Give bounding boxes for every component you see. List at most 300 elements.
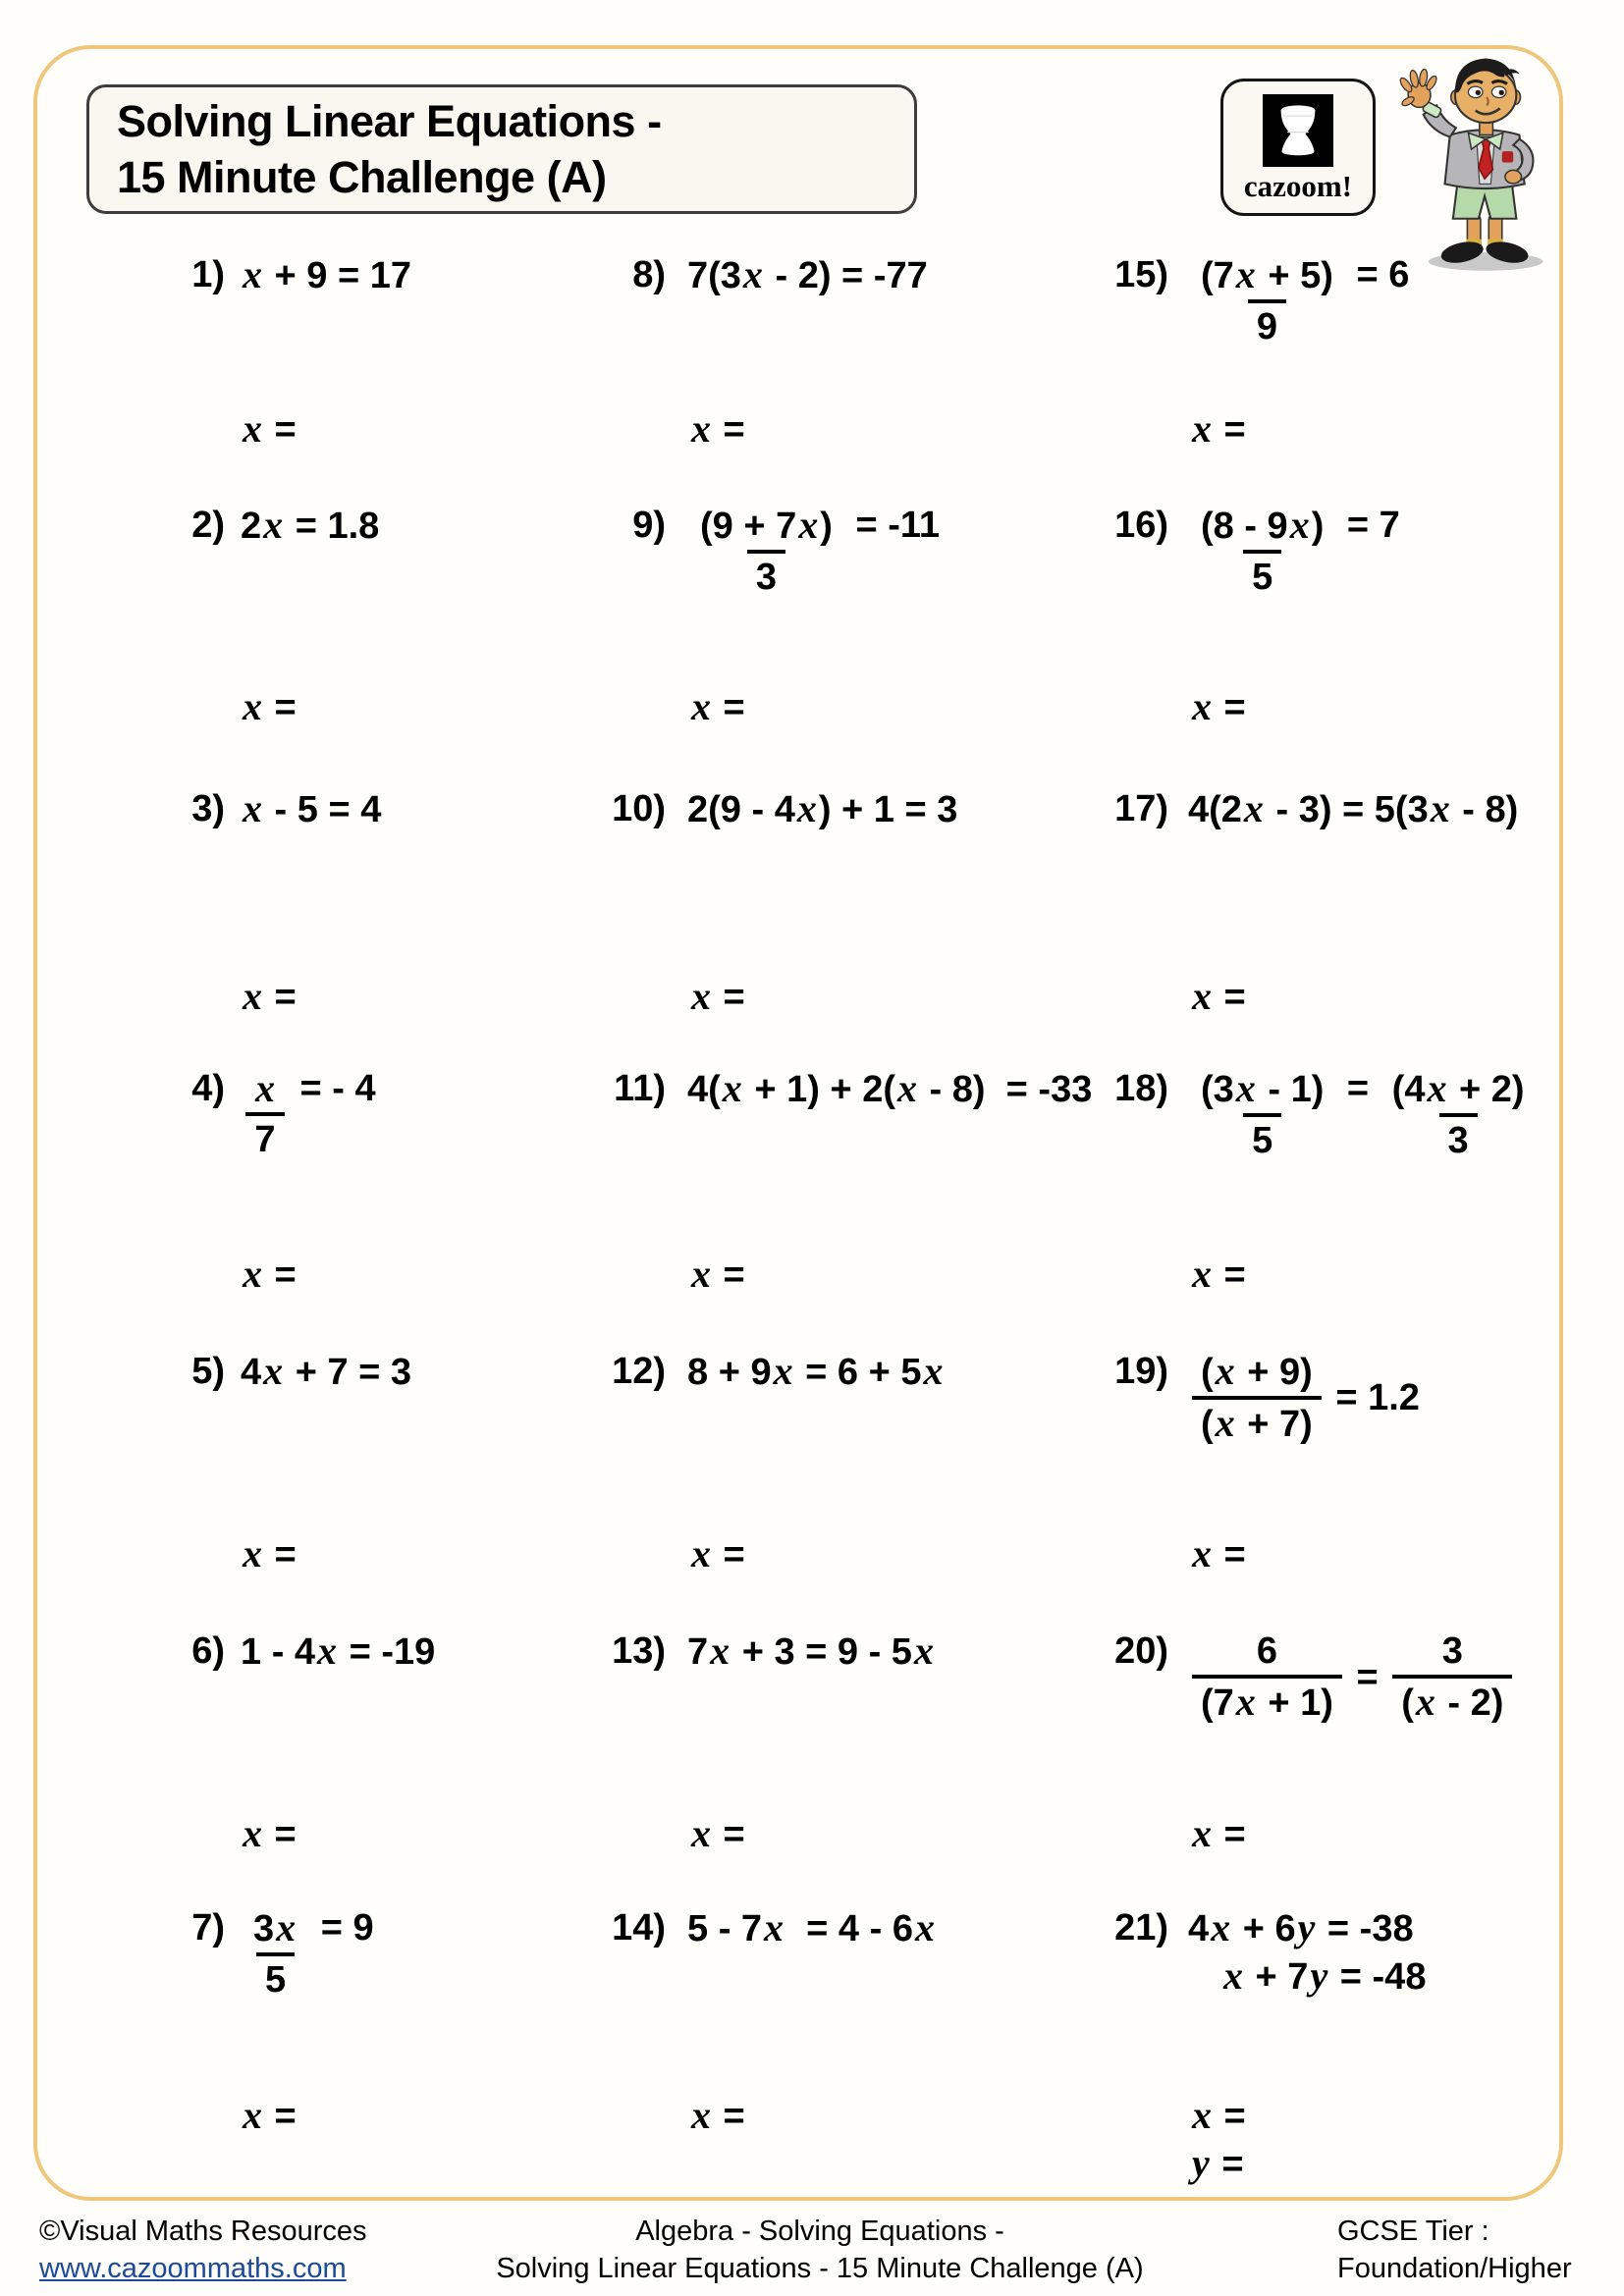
fraction-denominator <box>747 550 785 601</box>
answer-line <box>689 1530 745 1578</box>
fraction <box>691 502 841 601</box>
math-text: 4 <box>1188 1908 1210 1949</box>
fraction-numerator <box>1383 1065 1534 1113</box>
problem-number: 3) <box>191 788 225 829</box>
equation-line <box>687 1065 1092 1113</box>
math-text: = <box>1211 2144 1244 2185</box>
math-variable: x <box>773 1349 793 1393</box>
equation-line <box>241 785 381 833</box>
math-variable: x <box>923 1349 944 1393</box>
answer-blank-14 <box>689 2092 745 2140</box>
equation-line <box>1221 1952 1426 2001</box>
fraction <box>244 1065 286 1163</box>
problem-number: 17) <box>1114 788 1168 829</box>
math-variable: x <box>1192 974 1212 1018</box>
math-variable: x <box>243 974 262 1018</box>
equation <box>241 1065 376 1163</box>
math-variable: x <box>263 1349 284 1393</box>
fraction-denominator <box>1192 1396 1322 1448</box>
problem-9 <box>611 502 940 601</box>
math-text: 3 <box>1447 1120 1469 1161</box>
math-text: ) <box>820 506 833 547</box>
math-text: ( <box>1201 1404 1214 1445</box>
problem-number: 6) <box>191 1630 225 1672</box>
footer-tier-label: GCSE Tier : <box>1337 2216 1489 2247</box>
answer-blank-12 <box>689 1530 745 1578</box>
math-variable: x <box>243 2093 262 2137</box>
math-text: = 4 - 6 <box>785 1908 913 1949</box>
math-text: = <box>713 2096 745 2137</box>
math-text: = -19 <box>339 1631 436 1673</box>
problem-number: 13) <box>612 1630 666 1672</box>
math-variable: x <box>742 252 763 296</box>
math-variable: x <box>1211 1905 1231 1949</box>
problem-1 <box>189 251 411 299</box>
answer-line <box>1190 973 1246 1021</box>
math-text: = 6 <box>1345 254 1410 295</box>
math-variable: x <box>1430 786 1450 830</box>
math-variable: x <box>1192 406 1212 451</box>
problem-21 <box>1110 1904 1426 2001</box>
math-text: 7(3 <box>687 255 741 296</box>
fraction <box>1392 1628 1512 1727</box>
problem-17 <box>1110 785 1518 833</box>
math-text: + 9) <box>1236 1352 1313 1393</box>
equation-line <box>687 785 957 833</box>
answer-line <box>241 405 297 454</box>
math-text: + 9 = 17 <box>264 255 412 296</box>
math-text: - 2) = -77 <box>764 255 928 296</box>
math-text: = <box>1214 1534 1246 1575</box>
answer-blank-9 <box>689 683 745 731</box>
equation <box>241 785 381 833</box>
math-text: = <box>713 1534 745 1575</box>
equation-line <box>687 1904 937 1952</box>
math-text: + 5) <box>1257 255 1333 296</box>
math-text: = -38 <box>1317 1908 1414 1949</box>
math-variable: x <box>263 503 284 547</box>
problem-3 <box>189 785 381 833</box>
answer-line <box>241 2092 297 2140</box>
equation-line <box>1188 1348 1420 1448</box>
math-text: - 2) <box>1436 1682 1504 1724</box>
math-text: = <box>264 2096 297 2137</box>
equation-line <box>687 1348 945 1396</box>
cazoom-logo-box <box>1220 79 1376 216</box>
equation <box>241 1348 411 1396</box>
equation <box>687 1065 1092 1113</box>
answer-line <box>241 973 297 1021</box>
equation <box>687 1628 936 1676</box>
answer-blank-8 <box>689 405 745 454</box>
math-text: = 7 <box>1336 505 1400 546</box>
fraction <box>1192 502 1332 601</box>
waving-boy-cartoon <box>1380 47 1585 275</box>
math-text: - 8) = -33 <box>919 1069 1093 1110</box>
math-text: + 1) <box>1257 1682 1333 1724</box>
answer-blank-5 <box>241 1530 297 1578</box>
fraction-denominator <box>1243 1113 1281 1164</box>
problem-number: 11) <box>614 1068 666 1109</box>
math-text: + 7 = 3 <box>285 1352 412 1393</box>
math-variable: x <box>276 1905 297 1949</box>
math-text: 5 <box>1252 1120 1273 1161</box>
math-text: = -48 <box>1329 1956 1427 1998</box>
math-variable: x <box>798 503 819 547</box>
answer-blank-11 <box>689 1251 745 1299</box>
math-text: + 6 <box>1232 1908 1296 1949</box>
math-variable: y <box>1310 1953 1328 1998</box>
equation <box>1188 1904 1426 2001</box>
equation-line <box>687 251 928 299</box>
equation <box>1188 502 1400 601</box>
fraction <box>1192 251 1342 350</box>
math-text: = 1.2 <box>1325 1377 1420 1418</box>
fraction-denominator <box>256 1952 295 2003</box>
fraction-numerator <box>244 1065 286 1112</box>
math-text: - 5 = 4 <box>264 789 382 830</box>
answer-blank-6 <box>241 1810 297 1858</box>
answer-line <box>689 973 745 1021</box>
fraction <box>1192 1065 1332 1164</box>
footer-category-line1: Algebra - Solving Equations - <box>635 2216 1004 2247</box>
math-variable: y <box>1192 2141 1210 2185</box>
answer-blank-15 <box>1190 405 1246 454</box>
math-text: 9 <box>1256 306 1278 347</box>
equation <box>1188 1348 1420 1448</box>
equation <box>241 1628 435 1676</box>
equation-line <box>241 251 411 299</box>
math-text: + 3 = 9 - 5 <box>731 1631 912 1673</box>
math-text: = - 4 <box>290 1068 376 1109</box>
footer-tier-block <box>1337 2213 1572 2287</box>
answer-blank-2 <box>241 683 297 731</box>
equation <box>1188 785 1518 833</box>
djembe-drum-icon <box>1263 94 1333 167</box>
page-title-line2: 15 Minute Challenge (A) <box>117 152 607 202</box>
answer-line <box>241 1810 297 1858</box>
answer-blank-10 <box>689 973 745 1021</box>
math-text: = <box>1336 1068 1380 1109</box>
math-text: 4( <box>687 1069 721 1110</box>
equation <box>687 502 940 601</box>
math-text: = <box>264 1814 297 1855</box>
answer-blank-7 <box>241 2092 297 2140</box>
fraction-denominator <box>245 1112 284 1163</box>
cazoom-logo-text: cazoom! <box>1243 169 1353 203</box>
fraction <box>244 1904 306 2003</box>
math-variable: x <box>691 1531 711 1575</box>
equation <box>241 1904 374 2003</box>
problem-18 <box>1110 1065 1538 1164</box>
math-text: (4 <box>1391 1069 1426 1110</box>
math-variable: x <box>1427 1066 1447 1110</box>
footer-website-link[interactable]: www.cazoommaths.com <box>39 2253 347 2284</box>
answer-blank-3 <box>241 973 297 1021</box>
math-variable: x <box>1192 1811 1212 1855</box>
equation <box>687 1348 945 1396</box>
math-text: = <box>1214 687 1246 728</box>
math-text: = 1.8 <box>285 506 380 547</box>
math-text: 3 <box>755 557 778 598</box>
problem-number: 5) <box>191 1351 225 1392</box>
equation-line <box>241 1065 376 1163</box>
footer-category-line2: Solving Linear Equations - 15 Minute Challenge (A) <box>496 2253 1144 2284</box>
math-variable: x <box>317 1629 338 1673</box>
answer-line <box>689 405 745 454</box>
answer-line <box>241 1251 297 1299</box>
math-text: 3 <box>253 1908 275 1949</box>
math-text: = 6 + 5 <box>794 1352 922 1393</box>
math-text: (7 <box>1201 255 1234 296</box>
math-text: ) + 1 = 3 <box>818 789 958 830</box>
equation <box>241 502 379 550</box>
problem-4 <box>189 1065 376 1163</box>
equation <box>687 251 928 299</box>
math-variable: x <box>913 1629 934 1673</box>
math-text: + 7) <box>1236 1404 1313 1445</box>
math-variable: x <box>255 1066 275 1110</box>
math-variable: x <box>243 1531 262 1575</box>
problem-number: 19) <box>1114 1351 1168 1392</box>
math-text: = <box>1214 1255 1246 1296</box>
math-text: 4(2 <box>1188 789 1242 830</box>
answer-line <box>689 2092 745 2140</box>
fraction-denominator <box>1248 299 1286 350</box>
problem-5 <box>189 1348 411 1396</box>
problem-number: 12) <box>612 1351 666 1392</box>
math-text: = <box>713 409 745 451</box>
math-text: + 7 <box>1245 1956 1309 1998</box>
equation-line <box>687 502 940 601</box>
math-variable: x <box>691 1811 711 1855</box>
footer-copyright-block <box>39 2213 367 2287</box>
problem-number: 2) <box>191 505 225 546</box>
problem-number: 16) <box>1114 505 1168 546</box>
math-text: 6 <box>1256 1630 1278 1672</box>
math-variable: x <box>722 1066 742 1110</box>
answer-line <box>1190 1530 1246 1578</box>
math-text: = <box>1214 1814 1246 1855</box>
fraction-numerator <box>1192 251 1342 299</box>
fraction-denominator <box>1192 1675 1342 1727</box>
fraction-numerator <box>244 1904 306 1952</box>
math-variable: x <box>243 786 262 830</box>
math-variable: x <box>1243 786 1264 830</box>
math-text: ( <box>1201 1352 1214 1393</box>
fraction <box>1383 1065 1534 1164</box>
equation-line <box>1188 1065 1538 1164</box>
problem-2 <box>189 502 379 550</box>
math-text: ) <box>1311 506 1325 547</box>
problem-number: 20) <box>1114 1630 1168 1672</box>
math-text: - 1) <box>1257 1069 1325 1110</box>
math-text: (9 + 7 <box>700 506 797 547</box>
problem-8 <box>611 251 928 299</box>
answer-blank-13 <box>689 1810 745 1858</box>
math-text: - 8) <box>1451 789 1519 830</box>
fraction-numerator <box>1192 1065 1332 1113</box>
problem-12 <box>611 1348 945 1396</box>
fraction-denominator <box>1243 550 1281 601</box>
math-variable: x <box>1289 503 1310 547</box>
problem-number: 4) <box>191 1068 225 1109</box>
math-variable: x <box>243 252 262 296</box>
problem-number: 7) <box>191 1907 225 1949</box>
math-text: + 1) + 2( <box>743 1069 895 1110</box>
math-variable: x <box>1235 1066 1256 1110</box>
problem-10 <box>611 785 957 833</box>
math-variable: x <box>243 684 262 728</box>
math-variable: x <box>1215 1401 1235 1445</box>
equation-line <box>241 1348 411 1396</box>
math-variable: x <box>243 1811 262 1855</box>
math-text: 5 <box>1252 557 1273 598</box>
answer-blank-18 <box>1190 1251 1246 1299</box>
answer-line <box>1190 2140 1246 2188</box>
math-text: = <box>1214 977 1246 1018</box>
math-text: (7 <box>1201 1682 1234 1724</box>
equation <box>687 1904 937 1952</box>
math-text: = <box>1214 409 1246 451</box>
fraction <box>1192 1348 1322 1448</box>
fraction <box>1192 1628 1342 1727</box>
math-text: = <box>264 687 297 728</box>
math-text: = <box>713 977 745 1018</box>
answer-line <box>1190 2092 1246 2140</box>
fraction-numerator <box>1192 502 1332 550</box>
problem-number: 21) <box>1114 1907 1168 1949</box>
math-text: 2(9 - 4 <box>687 789 795 830</box>
footer-copyright: ©Visual Maths Resources <box>39 2216 367 2247</box>
math-text: = <box>713 1255 745 1296</box>
math-text: 4 <box>241 1352 262 1393</box>
math-text: 5 - 7 <box>687 1908 763 1949</box>
math-variable: x <box>1223 1953 1243 1998</box>
math-variable: x <box>1235 1680 1256 1724</box>
answer-line <box>241 1530 297 1578</box>
page-title-line1: Solving Linear Equations - <box>117 96 662 146</box>
equation-line <box>241 1628 435 1676</box>
problem-number: 10) <box>612 788 666 829</box>
problem-number: 8) <box>632 254 666 295</box>
math-variable: x <box>796 786 817 830</box>
answer-line <box>689 1251 745 1299</box>
answer-blank-4 <box>241 1251 297 1299</box>
fraction-denominator <box>1392 1675 1512 1727</box>
math-variable: x <box>243 406 262 451</box>
math-variable: x <box>243 1252 262 1296</box>
problem-11 <box>611 1065 1092 1113</box>
answer-line <box>689 683 745 731</box>
problem-7 <box>189 1904 374 2003</box>
problem-15 <box>1110 251 1409 350</box>
answer-line <box>1190 1251 1246 1299</box>
math-variable: x <box>1215 1349 1235 1393</box>
equation-line <box>1188 502 1400 601</box>
fraction-numerator <box>1248 1628 1286 1675</box>
math-text: 1 - 4 <box>241 1631 316 1673</box>
footer-tier-value: Foundation/Higher <box>1337 2253 1572 2284</box>
answer-line <box>241 683 297 731</box>
fraction-numerator <box>1192 1348 1322 1396</box>
math-text: = <box>264 1534 297 1575</box>
equation-line <box>241 1904 374 2003</box>
problem-number: 18) <box>1114 1068 1168 1109</box>
equation-line <box>241 502 379 550</box>
math-text: = <box>713 687 745 728</box>
math-text: = <box>264 1255 297 1296</box>
math-text: (8 - 9 <box>1201 506 1288 547</box>
math-variable: x <box>1192 1531 1212 1575</box>
answer-blank-17 <box>1190 973 1246 1021</box>
math-text: 7 <box>687 1631 709 1673</box>
equation <box>1188 1628 1516 1727</box>
answer-line <box>1190 405 1246 454</box>
math-variable: x <box>691 974 711 1018</box>
math-variable: x <box>914 1905 935 1949</box>
problem-number: 1) <box>191 254 225 295</box>
answer-blank-19 <box>1190 1530 1246 1578</box>
equation-line <box>1188 785 1518 833</box>
math-text: = <box>1345 1656 1389 1698</box>
answer-line <box>689 1810 745 1858</box>
fraction-denominator <box>1439 1113 1478 1164</box>
math-variable: x <box>710 1629 731 1673</box>
math-variable: x <box>691 1252 711 1296</box>
math-text: 3 <box>1441 1630 1463 1672</box>
math-variable: x <box>897 1066 917 1110</box>
math-text: - 3) = 5(3 <box>1265 789 1429 830</box>
problem-13 <box>611 1628 936 1676</box>
problem-number: 15) <box>1114 254 1168 295</box>
answer-blank-16 <box>1190 683 1246 731</box>
fraction-numerator <box>691 502 841 550</box>
problem-number: 9) <box>632 505 666 546</box>
problem-14 <box>611 1904 937 1952</box>
math-variable: x <box>1415 1680 1435 1724</box>
math-variable: x <box>691 684 711 728</box>
footer-center-block <box>412 2213 1227 2287</box>
math-variable: x <box>764 1905 785 1949</box>
fraction-numerator <box>1434 1628 1472 1675</box>
math-text: = <box>1214 2096 1246 2137</box>
equation-line <box>1188 251 1409 350</box>
math-text: 7 <box>254 1119 276 1160</box>
math-variable: x <box>1235 252 1256 296</box>
answer-blank-21 <box>1190 2092 1246 2188</box>
equation-line <box>687 1628 936 1676</box>
equation <box>687 785 957 833</box>
problem-16 <box>1110 502 1400 601</box>
math-text: ( <box>1401 1682 1414 1724</box>
equation-line <box>1188 1904 1426 1952</box>
answer-blank-1 <box>241 405 297 454</box>
answer-blank-20 <box>1190 1810 1246 1858</box>
math-text: 5 <box>265 1959 287 2001</box>
math-text: = <box>264 977 297 1018</box>
math-text: = -11 <box>844 505 941 546</box>
math-variable: x <box>691 2093 711 2137</box>
problem-19 <box>1110 1348 1420 1448</box>
math-text: (3 <box>1201 1069 1234 1110</box>
title-box <box>86 84 917 214</box>
math-text: = <box>264 409 297 451</box>
problem-number: 14) <box>612 1907 666 1949</box>
problem-6 <box>189 1628 435 1676</box>
equation-line <box>1188 1628 1516 1727</box>
math-variable: x <box>1192 684 1212 728</box>
